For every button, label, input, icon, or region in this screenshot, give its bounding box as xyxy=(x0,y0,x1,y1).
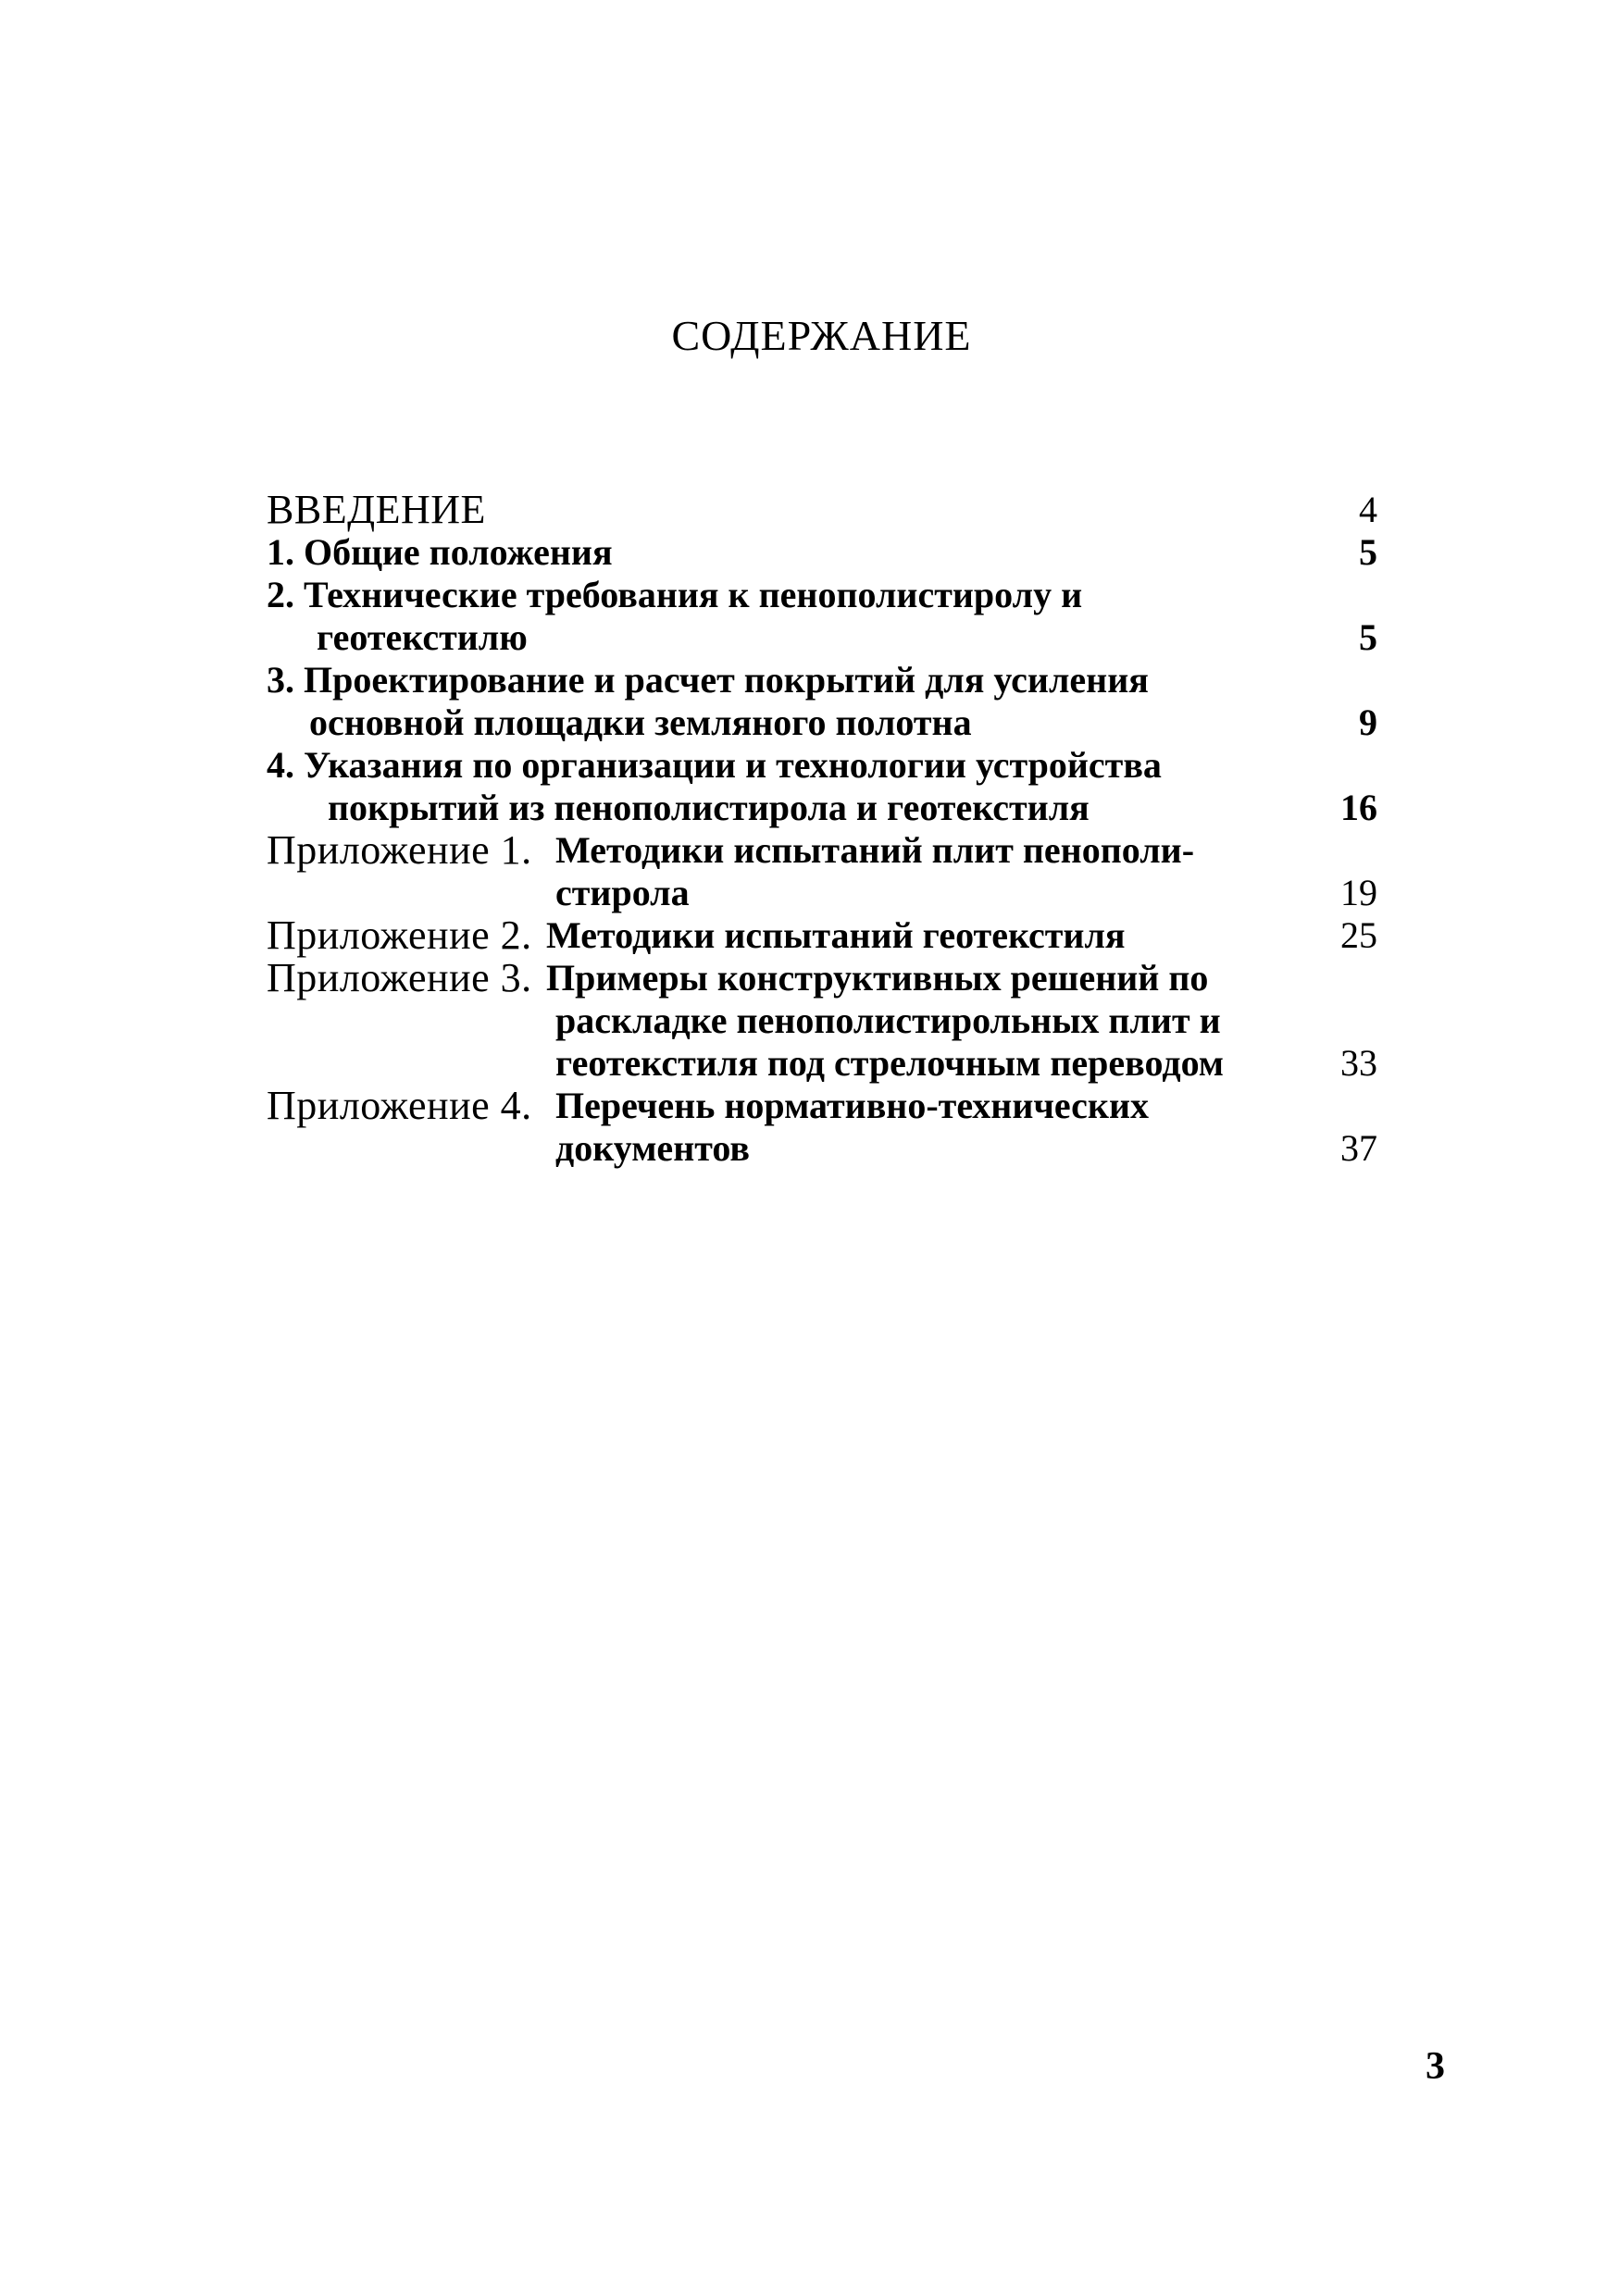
toc-entry-appendix-4 xyxy=(267,1085,1377,1127)
toc-entry-page: 5 xyxy=(1359,616,1377,658)
toc-entry-section-3 xyxy=(267,659,1377,701)
toc-entry-section-4-cont xyxy=(267,787,1377,829)
page-title: СОДЕРЖАНИЕ xyxy=(671,312,972,359)
toc-entry-label: 3. Проектирование и расчет покрытий для усиления xyxy=(267,659,1149,701)
toc-entry-page: 4 xyxy=(1359,489,1377,530)
toc-entry-label: раскладке пенополистирольных плит и xyxy=(555,999,1221,1041)
toc-entry-page: 9 xyxy=(1359,701,1377,743)
toc-entry-appendix-1-cont xyxy=(267,872,1377,914)
toc-entry-page: 5 xyxy=(1359,531,1377,573)
toc-entry-label: документов xyxy=(555,1127,750,1169)
toc-entry-section-2 xyxy=(267,574,1377,616)
toc-entry-section-3-cont xyxy=(267,701,1377,744)
toc-entry-label: ВВЕДЕНИЕ xyxy=(267,487,486,532)
page-number: 3 xyxy=(1426,2045,1445,2088)
toc-entry-appendix-3 xyxy=(267,957,1377,999)
toc-entry-appendix-3-cont xyxy=(267,1042,1377,1085)
toc-entry-label: 4. Указания по организации и технологии устройства xyxy=(267,744,1162,786)
toc-entry-prefix: Приложение 1. xyxy=(267,827,532,873)
toc-entry-label: 2. Технические требования к пенополистиролу и xyxy=(267,574,1083,615)
toc-entry-intro xyxy=(267,489,1377,531)
toc-entry-label: Методики испытаний плит пенополи- xyxy=(555,829,1195,871)
toc-entry-label: стирола xyxy=(555,872,690,913)
toc-entry-appendix-1 xyxy=(267,829,1377,872)
toc-entry-label: геотекстилю xyxy=(317,616,528,658)
toc-entry-appendix-3-cont xyxy=(267,999,1377,1042)
toc-entry-section-1 xyxy=(267,531,1377,574)
toc-entry-page: 16 xyxy=(1340,787,1377,828)
toc-entry-prefix: Приложение 3. xyxy=(267,955,532,1000)
toc-entry-appendix-2 xyxy=(267,914,1377,957)
toc-entry-prefix: Приложение 4. xyxy=(267,1083,532,1128)
toc-entry-page: 25 xyxy=(1340,914,1377,956)
toc-entry-page: 37 xyxy=(1340,1127,1377,1169)
toc-entry-label: основной площадки земляного полотна xyxy=(309,701,972,743)
toc-entry-page: 19 xyxy=(1340,872,1377,913)
toc-entry-label: геотекстиля под стрелочным переводом xyxy=(555,1042,1225,1084)
toc-entry-page: 33 xyxy=(1340,1042,1377,1084)
toc-entry-label: Перечень нормативно-технических xyxy=(555,1085,1150,1126)
toc-entry-label: 1. Общие положения xyxy=(267,531,613,573)
toc-entry-label: Примеры конструктивных решений по xyxy=(546,957,1209,999)
toc-entry-section-2-cont xyxy=(267,616,1377,659)
toc-entry-prefix: Приложение 2. xyxy=(267,912,532,958)
toc-entry-label: Методики испытаний геотекстиля xyxy=(546,914,1126,956)
toc-entry-label: покрытий из пенополистирола и геотекстиля xyxy=(328,787,1090,828)
toc-entry-appendix-4-cont xyxy=(267,1127,1377,1170)
toc-entry-section-4 xyxy=(267,744,1377,787)
